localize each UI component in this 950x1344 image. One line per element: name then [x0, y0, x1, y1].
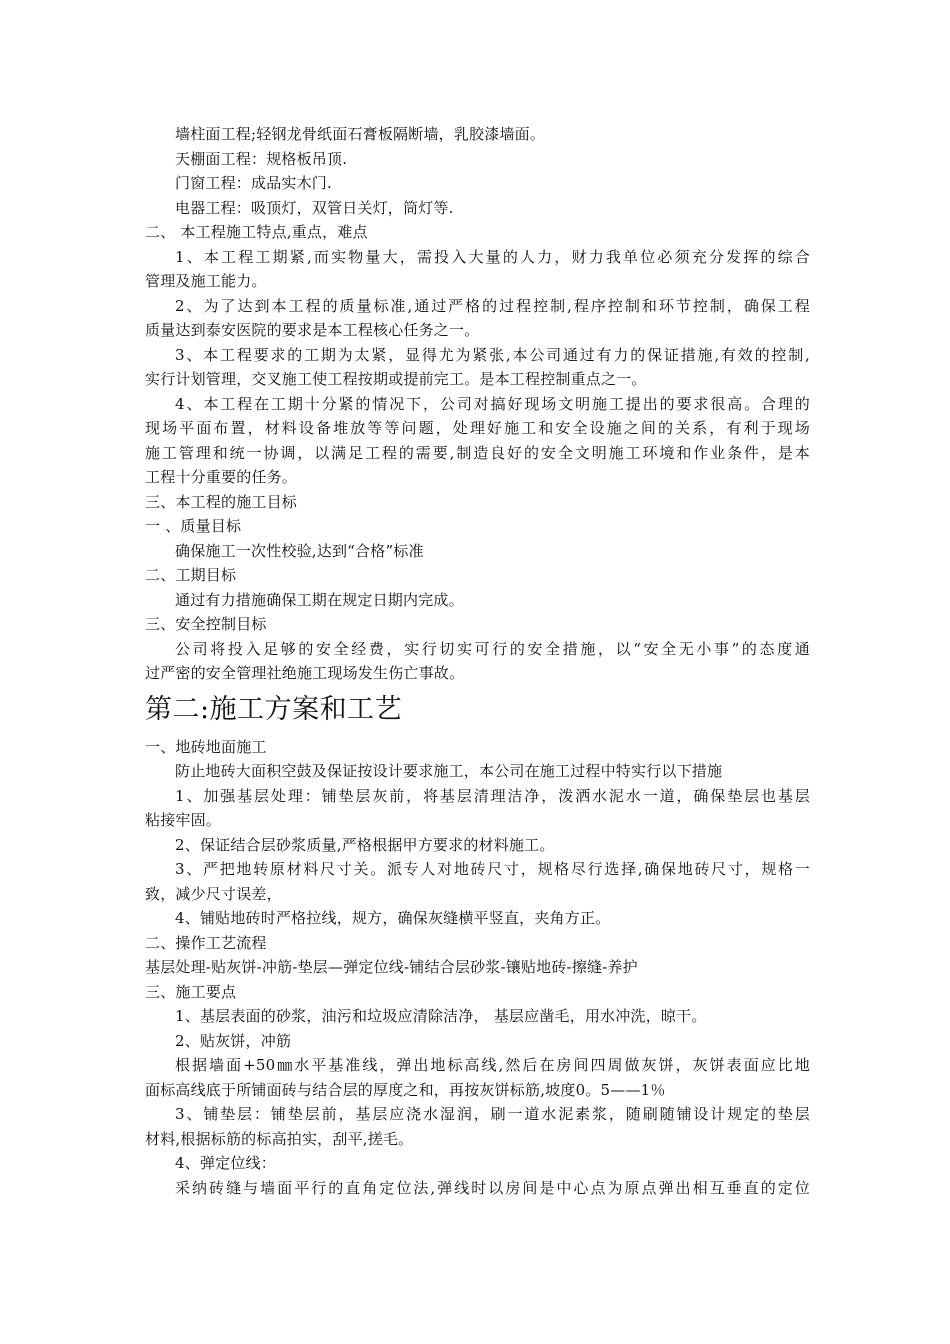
subheading-schedule-goal: 二、工期目标 — [145, 566, 237, 584]
section-heading-features: 二、 本工程施工特点,重点，难点 — [145, 223, 368, 241]
paragraph-line: 1、基层表面的砂浆，油污和垃圾应清除洁净， 基层应凿毛，用水冲洗，晾干。 — [175, 1007, 707, 1025]
paragraph-line: 防止地砖大面积空鼓及保证按设计要求施工，本公司在施工过程中特实行以下措施 — [175, 762, 723, 780]
section-heading-floor-tile: 一、地砖地面施工 — [145, 737, 267, 756]
paragraph-line: 确保施工一次性校验,达到“合格”标准 — [175, 541, 424, 560]
paragraph-line: 致，减少尺寸误差， — [145, 884, 282, 903]
intro-line-3: 门窗工程：成品实木门. — [175, 174, 332, 192]
paragraph-line: 3、本工程要求的工期为太紧，显得尤为紧张,本公司通过有力的保证措施,有效的控制, — [175, 345, 810, 364]
paragraph-line: 1、加强基层处理：铺垫层灰前，将基层清理洁净，泼洒水泥水一道，确保垫层也基层 — [175, 786, 810, 805]
subheading-safety-goal: 三、安全控制目标 — [145, 615, 267, 633]
paragraph-line: 面标高线底于所铺面砖与结合层的厚度之和，再按灰饼标筋,坡度0。5——1％ — [145, 1080, 666, 1099]
paragraph-line: 基层处理-贴灰饼-冲筋-垫层—弹定位线-铺结合层砂浆-镶贴地砖-擦缝-养护 — [145, 958, 638, 976]
paragraph-line: 2、保证结合层砂浆质量,严格根据甲方要求的材料施工。 — [175, 835, 555, 854]
paragraph-line: 粘接牢固。 — [145, 811, 222, 829]
paragraph-line: 2、为了达到本工程的质量标准,通过严格的过程控制,程序控制和环节控制，确保工程 — [175, 296, 810, 315]
paragraph-line: 工程十分重要的任务。 — [145, 468, 298, 486]
paragraph-line: 根据墙面+50㎜水平基准线，弹出地标高线,然后在房间四周做灰饼，灰饼表面应比地 — [175, 1056, 810, 1074]
paragraph-line: 3、铺垫层：铺垫层前，基层应浇水湿润，刷一道水泥素浆，随刷随铺设计规定的垫层 — [175, 1105, 810, 1123]
paragraph-line: 公司将投入足够的安全经费，实行切实可行的安全措施，以“安全无小事”的态度通 — [175, 639, 810, 658]
paragraph-line: 实行计划管理，交叉施工使工程按期或提前完工。是本工程控制重点之一。 — [145, 370, 647, 388]
subheading-line: 4、弹定位线： — [175, 1154, 276, 1172]
subheading-line: 2、贴灰饼，冲筋 — [175, 1031, 292, 1050]
intro-line-4: 电器工程：吸顶灯，双管日关灯，筒灯等. — [175, 198, 454, 217]
paragraph-line: 1、本工程工期紧,而实物量大，需投入大量的人力，财力我单位必须充分发挥的综合 — [175, 247, 810, 266]
paragraph-line: 4、本工程在工期十分紧的情况下，公司对搞好现场文明施工提出的要求很高。合理的 — [175, 394, 810, 413]
paragraph-line: 现场平面布置，材料设备堆放等等问题，处理好施工和安全设施之间的关系，有利于现场 — [145, 419, 810, 437]
document-body — [145, 122, 810, 1200]
chapter-title: 第二:施工方案和工艺 — [145, 693, 403, 725]
paragraph-line: 采纳砖缝与墙面平行的直角定位法,弹线时以房间是中心点为原点弹出相互垂直的定位 — [175, 1178, 810, 1197]
paragraph-line: 过严密的安全管理社绝施工现场发生伤亡事故。 — [145, 664, 465, 682]
paragraph-line: 4、铺贴地砖时严格拉线，规方，确保灰缝横平竖直，夹角方正。 — [175, 909, 611, 927]
subheading-quality-goal: 一 、质量目标 — [145, 517, 242, 535]
intro-line-2: 天棚面工程：规格板吊顶. — [175, 149, 348, 168]
intro-line-1: 墙柱面工程;轻钢龙骨纸面石膏板隔断墙，乳胶漆墙面。 — [175, 125, 546, 143]
paragraph-line: 管理及施工能力。 — [145, 272, 267, 290]
paragraph-line: 施工管理和统一协调，以满足工程的需要,制造良好的安全文明施工环境和作业条件，是本 — [145, 443, 810, 462]
section-heading-process-flow: 二、操作工艺流程 — [145, 933, 267, 952]
paragraph-line: 通过有力措施确保工期在规定日期内完成。 — [175, 590, 464, 609]
paragraph-line: 材料,根据标筋的标高拍实，刮平,搓毛。 — [145, 1129, 414, 1148]
paragraph-line: 3、严把地转原材料尺寸关。派专人对地砖尺寸，规格尽行选择,确保地砖尺寸，规格一 — [175, 860, 810, 878]
section-heading-goals: 三、本工程的施工目标 — [145, 492, 298, 511]
paragraph-line: 质量达到泰安医院的要求是本工程核心任务之一。 — [145, 321, 480, 339]
section-heading-key-points: 三、施工要点 — [145, 982, 237, 1001]
